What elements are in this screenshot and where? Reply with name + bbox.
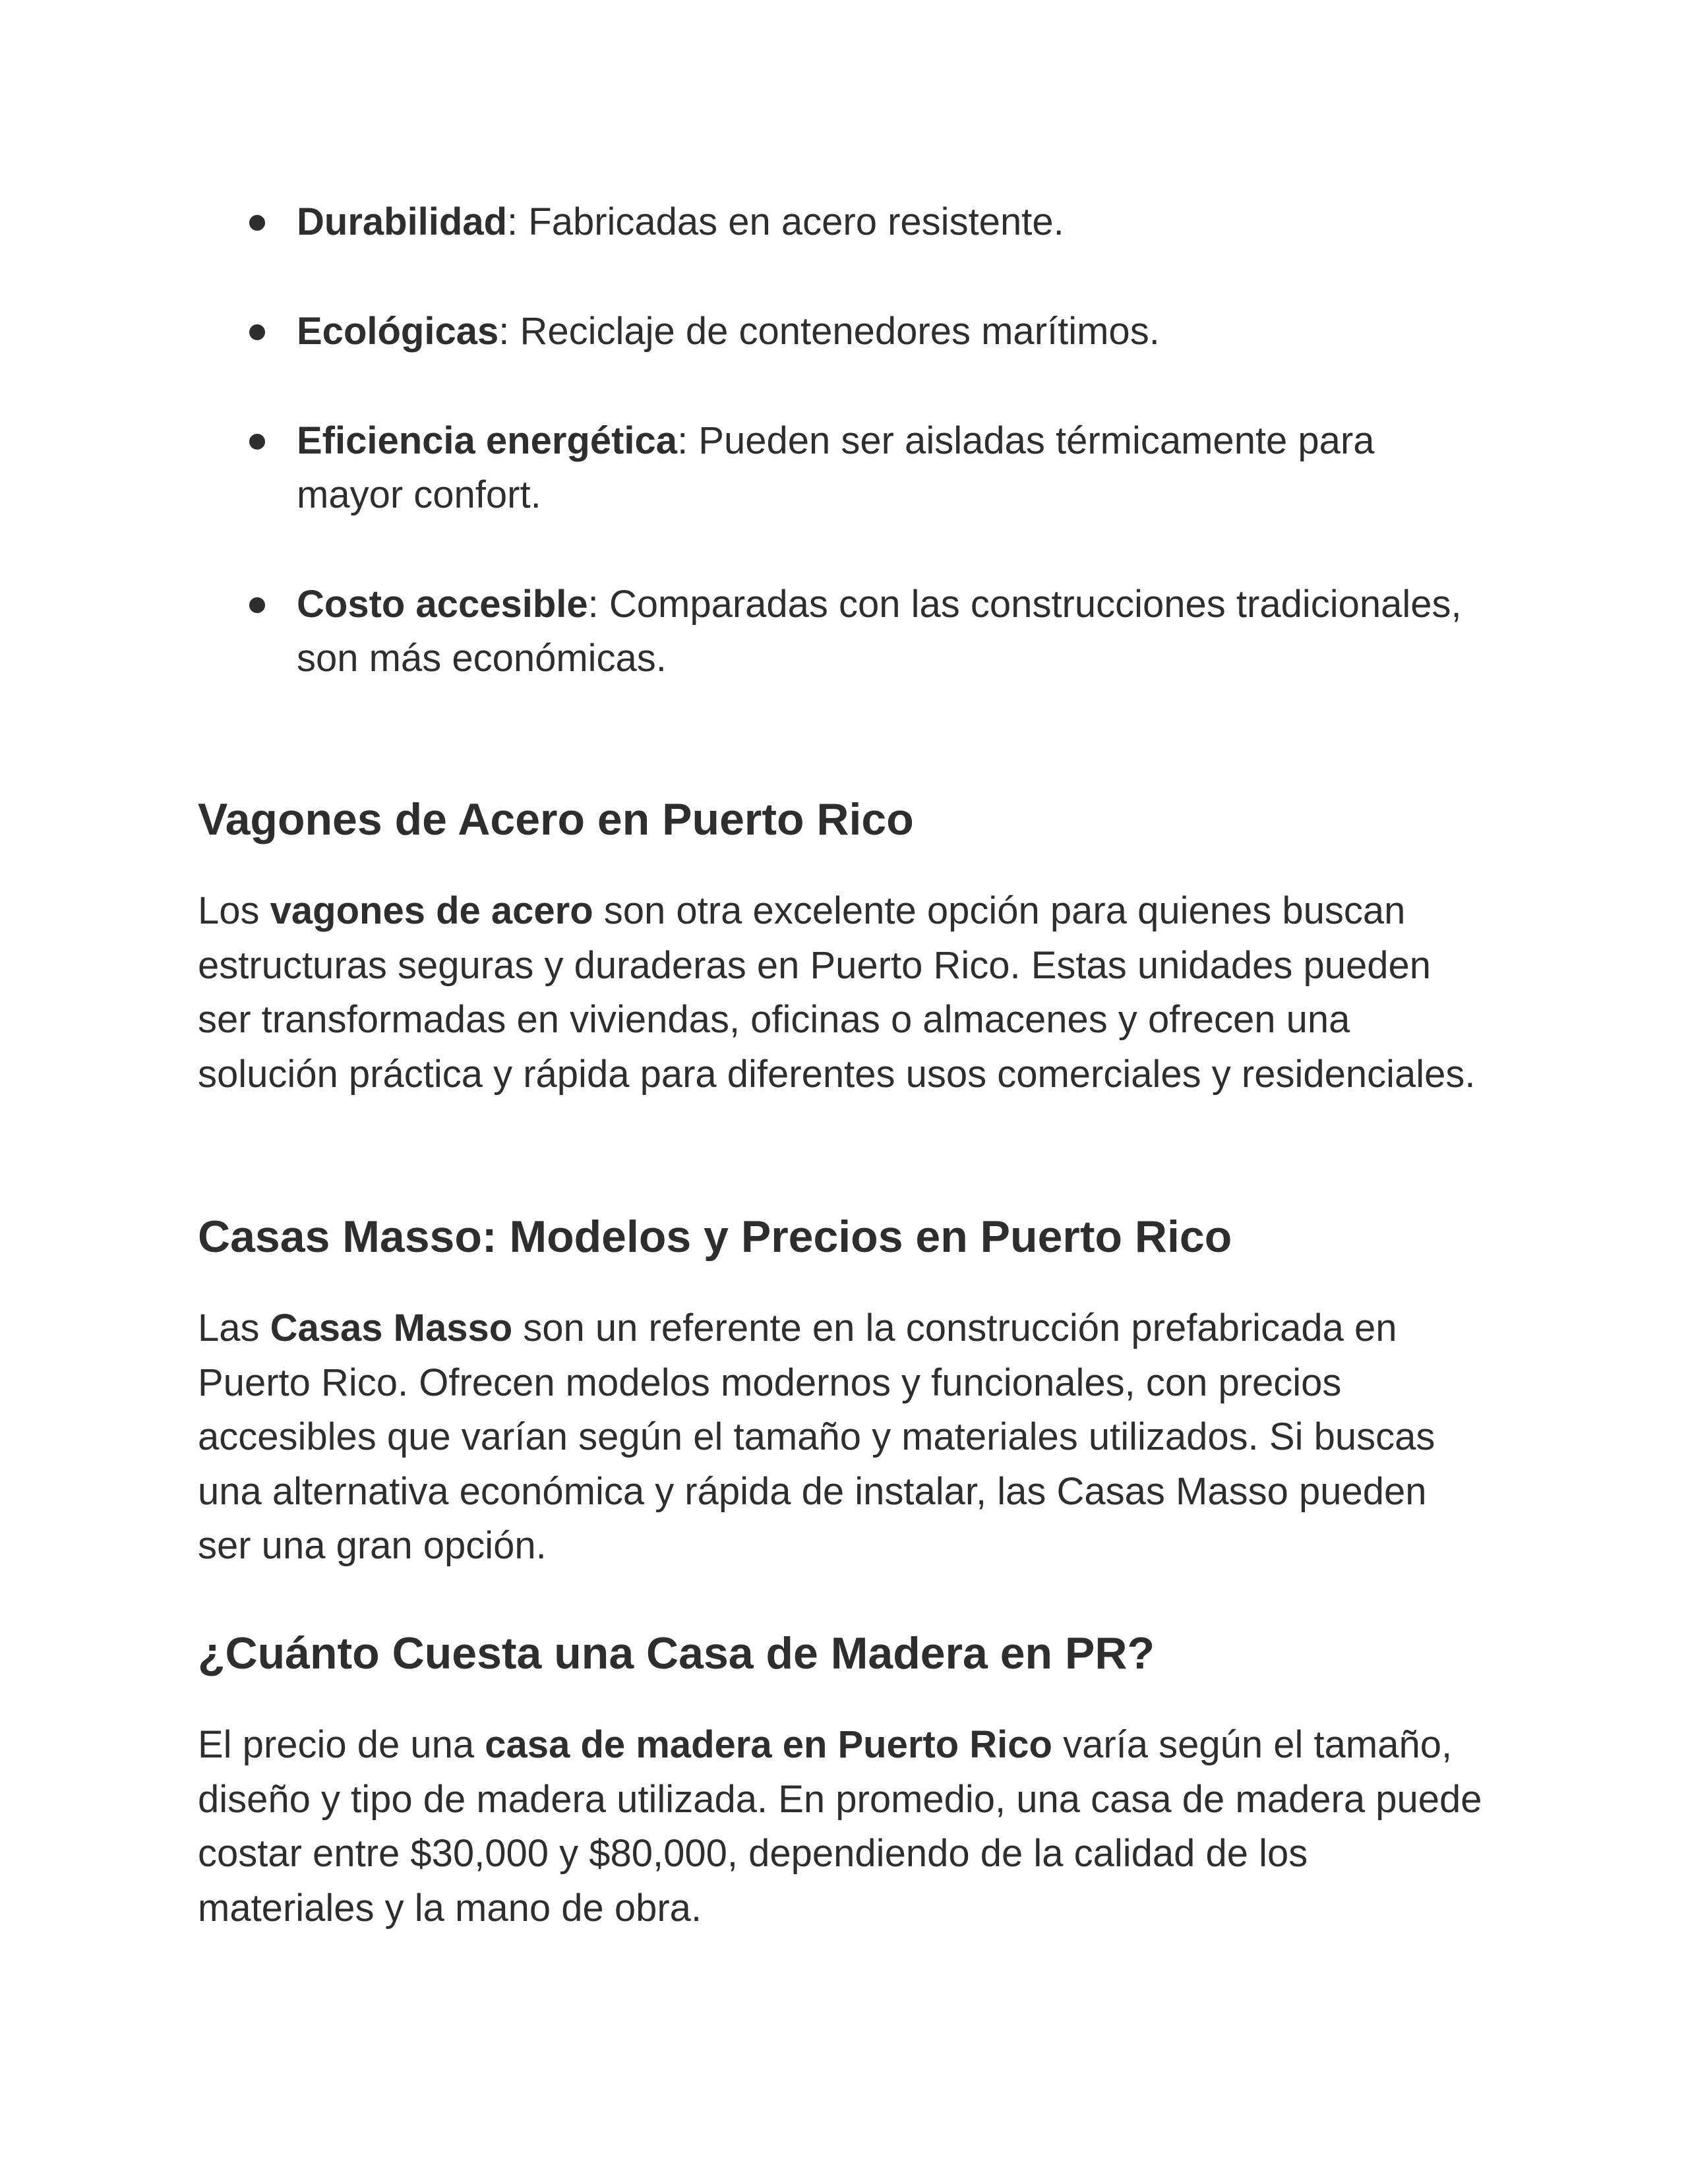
list-item-term: Durabilidad	[297, 200, 508, 243]
paragraph-bold-text: casa de madera en Puerto Rico	[485, 1723, 1052, 1766]
bullet-icon	[249, 597, 265, 613]
list-item-text	[297, 577, 1490, 686]
bullet-icon	[249, 434, 265, 450]
paragraph-text: son otra excelente opción para quienes buscan estructuras seguras y duraderas en Puerto Rico. Estas unidades pueden ser transformadas en viviendas, oficinas o almacenes y ofrecen una solución práctica y rápida para diferentes usos comerciales y residenciales.	[198, 889, 1476, 1096]
paragraph-bold-text: Casas Masso	[270, 1307, 513, 1349]
section-paragraph	[198, 1718, 1490, 1935]
paragraph-text: Los	[198, 889, 270, 932]
list-item-term: Costo accesible	[297, 583, 588, 626]
bullet-icon	[249, 215, 265, 231]
list-item-text	[297, 414, 1490, 522]
section-paragraph	[198, 1301, 1490, 1574]
section-paragraph	[198, 884, 1490, 1102]
paragraph-text: varía según el tamaño, diseño y tipo de madera utilizada. En promedio, una casa de madera puede costar entre $30,000 y $80,000, dependiendo de la calidad de los materiales y la mano de obra.	[198, 1723, 1482, 1930]
list-item-description: : Reciclaje de contenedores marítimos.	[498, 310, 1160, 353]
list-item-description: : Pueden ser aisladas térmicamente para mayor confort.	[297, 419, 1375, 516]
paragraph-text: Las	[198, 1307, 270, 1349]
paragraph-text: El precio de una	[198, 1723, 485, 1766]
list-item-text	[297, 305, 1490, 359]
section-heading: Casas Masso: Modelos y Precios en Puerto Rico	[198, 1212, 1232, 1262]
bullet-icon	[249, 324, 265, 340]
section-heading: Vagones de Acero en Puerto Rico	[198, 794, 914, 844]
paragraph-bold-text: vagones de acero	[270, 889, 593, 932]
list-item-term: Ecológicas	[297, 310, 499, 353]
paragraph-text: son un referente en la construcción prefabricada en Puerto Rico. Ofrecen modelos modernos y funcionales, con precios accesibles que varían según el tamaño y materiales utilizados. Si buscas una alternativa económica y rápida de instalar, las Casas Masso pueden ser una gran opción.	[198, 1307, 1435, 1567]
list-item-term: Eficiencia energética	[297, 419, 678, 462]
list-item-description: : Fabricadas en acero resistente.	[507, 200, 1064, 243]
section-heading: ¿Cuánto Cuesta una Casa de Madera en PR?	[198, 1628, 1155, 1678]
list-item-description: : Comparadas con las construcciones tradicionales, son más económicas.	[297, 583, 1462, 680]
list-item-text	[297, 195, 1490, 249]
